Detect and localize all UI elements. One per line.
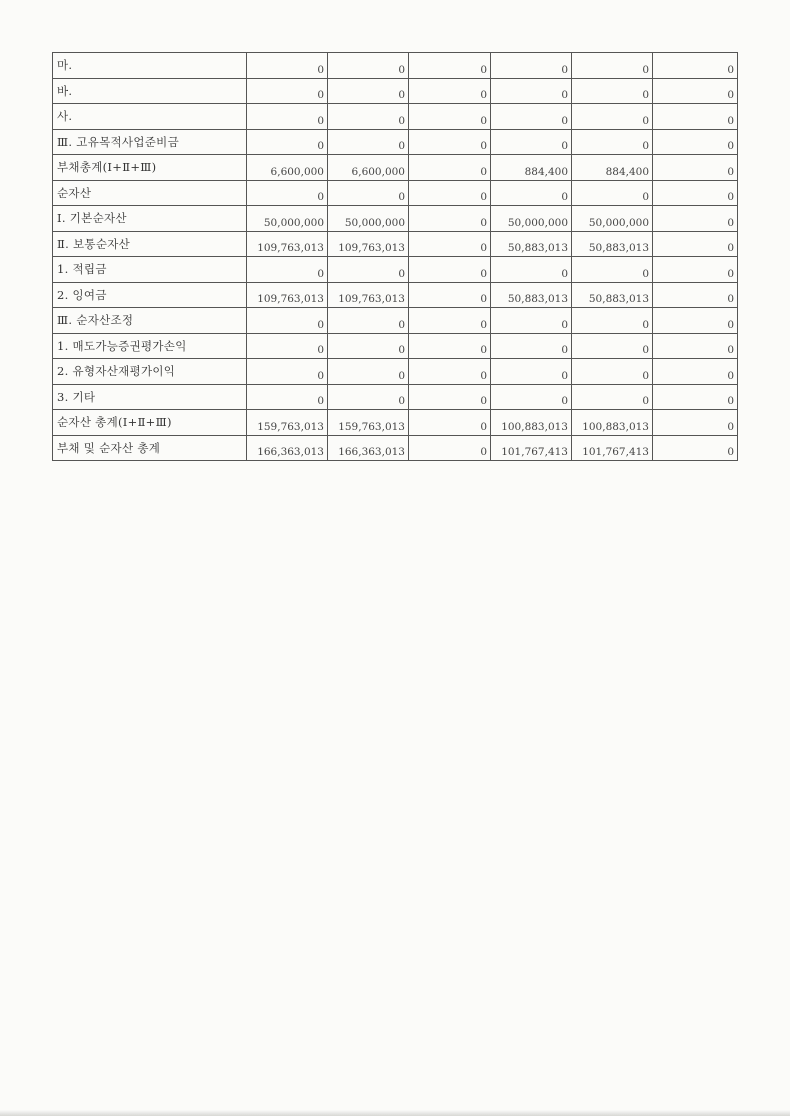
table-row	[53, 155, 738, 181]
amount-cell: 0	[409, 410, 491, 436]
row-label: 순자산	[53, 180, 247, 206]
amount-cell: 0	[328, 78, 409, 104]
page-bottom-edge	[0, 1110, 790, 1116]
amount-cell: 0	[328, 104, 409, 130]
amount-cell: 0	[247, 129, 328, 155]
amount-cell: 0	[491, 333, 572, 359]
amount-cell: 166,363,013	[328, 435, 409, 461]
table-row	[53, 282, 738, 308]
amount-cell: 0	[653, 308, 738, 334]
amount-cell: 0	[409, 435, 491, 461]
row-label: 마.	[53, 53, 247, 79]
amount-cell: 0	[572, 257, 653, 283]
amount-cell: 0	[247, 180, 328, 206]
amount-cell: 0	[491, 308, 572, 334]
amount-cell: 0	[653, 104, 738, 130]
amount-cell: 0	[653, 257, 738, 283]
row-label: 1. 매도가능증권평가손익	[53, 333, 247, 359]
amount-cell: 50,883,013	[572, 282, 653, 308]
row-label: Ⅲ. 고유목적사업준비금	[53, 129, 247, 155]
amount-cell: 0	[247, 384, 328, 410]
amount-cell: 0	[409, 129, 491, 155]
amount-cell: 0	[247, 333, 328, 359]
amount-cell: 0	[491, 359, 572, 385]
table-row	[53, 333, 738, 359]
amount-cell: 0	[572, 180, 653, 206]
amount-cell: 0	[247, 308, 328, 334]
amount-cell: 101,767,413	[572, 435, 653, 461]
amount-cell: 884,400	[491, 155, 572, 181]
table-body	[53, 53, 738, 461]
row-label: 부채총계(Ⅰ+Ⅱ+Ⅲ)	[53, 155, 247, 181]
amount-cell: 0	[572, 53, 653, 79]
amount-cell: 0	[409, 231, 491, 257]
amount-cell: 50,000,000	[247, 206, 328, 232]
table-row	[53, 308, 738, 334]
amount-cell: 0	[409, 206, 491, 232]
amount-cell: 0	[409, 282, 491, 308]
amount-cell: 0	[653, 410, 738, 436]
amount-cell: 0	[491, 384, 572, 410]
amount-cell: 0	[247, 53, 328, 79]
table-row	[53, 257, 738, 283]
amount-cell: 0	[572, 359, 653, 385]
amount-cell: 50,883,013	[491, 282, 572, 308]
amount-cell: 0	[328, 359, 409, 385]
amount-cell: 0	[653, 78, 738, 104]
amount-cell: 0	[653, 53, 738, 79]
row-label: Ⅱ. 보통순자산	[53, 231, 247, 257]
amount-cell: 0	[491, 180, 572, 206]
table-row	[53, 231, 738, 257]
amount-cell: 50,883,013	[572, 231, 653, 257]
amount-cell: 0	[328, 384, 409, 410]
table-row	[53, 384, 738, 410]
row-label: 사.	[53, 104, 247, 130]
balance-sheet-table	[52, 52, 738, 461]
amount-cell: 109,763,013	[247, 282, 328, 308]
amount-cell: 0	[409, 78, 491, 104]
table-row	[53, 359, 738, 385]
amount-cell: 0	[247, 104, 328, 130]
amount-cell: 0	[653, 282, 738, 308]
amount-cell: 159,763,013	[247, 410, 328, 436]
amount-cell: 0	[491, 53, 572, 79]
amount-cell: 0	[491, 129, 572, 155]
table-row	[53, 104, 738, 130]
amount-cell: 0	[572, 104, 653, 130]
amount-cell: 0	[572, 78, 653, 104]
amount-cell: 0	[409, 359, 491, 385]
amount-cell: 0	[491, 104, 572, 130]
amount-cell: 0	[247, 359, 328, 385]
table-row	[53, 410, 738, 436]
amount-cell: 0	[409, 155, 491, 181]
table-row	[53, 180, 738, 206]
amount-cell: 0	[653, 129, 738, 155]
amount-cell: 0	[572, 333, 653, 359]
amount-cell: 0	[409, 104, 491, 130]
row-label: 3. 기타	[53, 384, 247, 410]
amount-cell: 0	[409, 384, 491, 410]
row-label: 부채 및 순자산 총계	[53, 435, 247, 461]
amount-cell: 0	[653, 206, 738, 232]
amount-cell: 884,400	[572, 155, 653, 181]
amount-cell: 6,600,000	[247, 155, 328, 181]
amount-cell: 100,883,013	[491, 410, 572, 436]
amount-cell: 0	[653, 435, 738, 461]
row-label: 2. 유형자산재평가이익	[53, 359, 247, 385]
amount-cell: 0	[653, 231, 738, 257]
amount-cell: 101,767,413	[491, 435, 572, 461]
amount-cell: 0	[491, 78, 572, 104]
amount-cell: 109,763,013	[328, 282, 409, 308]
amount-cell: 0	[653, 155, 738, 181]
amount-cell: 0	[247, 78, 328, 104]
amount-cell: 0	[653, 180, 738, 206]
row-label: 바.	[53, 78, 247, 104]
amount-cell: 6,600,000	[328, 155, 409, 181]
amount-cell: 0	[328, 333, 409, 359]
amount-cell: 0	[572, 384, 653, 410]
row-label: Ⅰ. 기본순자산	[53, 206, 247, 232]
amount-cell: 0	[328, 180, 409, 206]
amount-cell: 0	[409, 308, 491, 334]
amount-cell: 50,000,000	[328, 206, 409, 232]
table-row	[53, 129, 738, 155]
table-row	[53, 206, 738, 232]
table-row	[53, 53, 738, 79]
amount-cell: 0	[653, 384, 738, 410]
amount-cell: 50,883,013	[491, 231, 572, 257]
row-label: 순자산 총계(Ⅰ+Ⅱ+Ⅲ)	[53, 410, 247, 436]
amount-cell: 0	[572, 308, 653, 334]
amount-cell: 166,363,013	[247, 435, 328, 461]
amount-cell: 50,000,000	[572, 206, 653, 232]
amount-cell: 0	[409, 257, 491, 283]
table-row	[53, 78, 738, 104]
row-label: 1. 적립금	[53, 257, 247, 283]
amount-cell: 50,000,000	[491, 206, 572, 232]
amount-cell: 0	[328, 129, 409, 155]
amount-cell: 0	[409, 333, 491, 359]
amount-cell: 0	[653, 359, 738, 385]
table-row	[53, 435, 738, 461]
amount-cell: 0	[328, 53, 409, 79]
amount-cell: 159,763,013	[328, 410, 409, 436]
amount-cell: 100,883,013	[572, 410, 653, 436]
amount-cell: 0	[328, 308, 409, 334]
amount-cell: 0	[247, 257, 328, 283]
amount-cell: 0	[572, 129, 653, 155]
amount-cell: 0	[409, 53, 491, 79]
amount-cell: 0	[328, 257, 409, 283]
amount-cell: 0	[491, 257, 572, 283]
amount-cell: 109,763,013	[247, 231, 328, 257]
amount-cell: 0	[409, 180, 491, 206]
amount-cell: 0	[653, 333, 738, 359]
row-label: Ⅲ. 순자산조정	[53, 308, 247, 334]
row-label: 2. 잉여금	[53, 282, 247, 308]
amount-cell: 109,763,013	[328, 231, 409, 257]
